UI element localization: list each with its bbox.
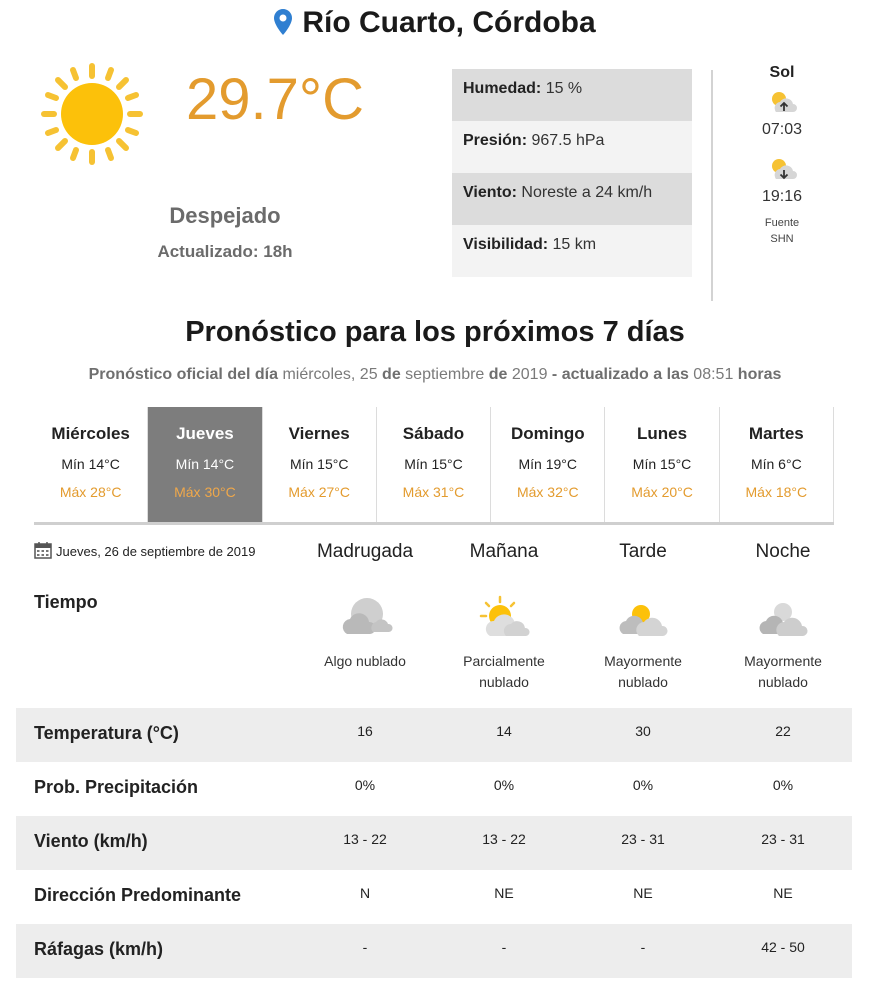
row-viento: Viento (km/h) 13 - 22 13 - 22 23 - 31 23 - 31 — [16, 816, 852, 870]
row-temperatura: Temperatura (°C) 16 14 30 22 — [16, 708, 852, 762]
day-tab-jueves[interactable]: Jueves Mín 14°C Máx 30°C — [148, 407, 262, 522]
source-label: Fuente — [764, 217, 800, 229]
day-tab-lunes[interactable]: Lunes Mín 15°C Máx 20°C — [605, 407, 719, 522]
location-name: Río Cuarto, Córdoba — [302, 6, 596, 39]
weather-row-label: Tiempo — [34, 592, 98, 612]
sun-icon — [40, 62, 144, 171]
sun-panel — [742, 64, 822, 247]
period-madrugada: Madrugada — [316, 541, 414, 562]
day-tab-domingo[interactable]: Domingo Mín 19°C Máx 32°C — [491, 407, 605, 522]
weather-noche: Mayormente nublado — [713, 594, 853, 693]
row-direccion: Dirección Predominante N NE NE NE — [34, 885, 793, 905]
source-name: SHN — [770, 233, 794, 245]
stat-humidity: Humedad: 15 % — [452, 69, 692, 121]
day-tab-martes[interactable]: Martes Mín 6°C Máx 18°C — [720, 407, 834, 522]
day-tab-viernes[interactable]: Viernes Mín 15°C Máx 27°C — [263, 407, 377, 522]
weather-madrugada: Algo nublado — [295, 594, 435, 672]
location-pin-icon — [274, 9, 292, 43]
row-precipitacion: Prob. Precipitación 0% 0% 0% 0% — [34, 777, 794, 797]
calendar-icon — [34, 541, 52, 562]
sunrise-time: 07:03 — [761, 121, 803, 138]
weather-manana: Parcialmente nublado — [434, 594, 574, 693]
weather-tarde: Mayormente nublado — [573, 594, 713, 693]
detail-date: Jueves, 26 de septiembre de 2019 — [34, 541, 255, 562]
stat-wind: Viento: Noreste a 24 km/h — [452, 173, 692, 225]
forecast-subtitle: Pronóstico oficial del día miércoles, 25 de septiembre de 2019 - actualizado a las 08:51 horas — [88, 366, 782, 383]
sunset-time: 19:16 — [761, 188, 803, 205]
divider — [711, 70, 713, 301]
sunset-icon — [742, 155, 822, 188]
stat-visibility: Visibilidad: 15 km — [452, 225, 692, 277]
day-tabs — [34, 407, 834, 525]
updated-time: Actualizado: 18h — [157, 242, 293, 261]
cloudy-night-icon — [295, 594, 435, 645]
period-manana: Mañana — [469, 541, 539, 562]
current-temperature: 29.7°C — [186, 67, 364, 132]
sunrise-icon — [742, 88, 822, 121]
mostly-cloudy-night-icon — [713, 594, 853, 645]
mostly-cloudy-icon — [573, 594, 713, 645]
day-tab-sabado[interactable]: Sábado Mín 15°C Máx 31°C — [377, 407, 491, 522]
sun-title: Sol — [769, 64, 795, 81]
stats-panel — [452, 69, 692, 277]
day-tab-miercoles[interactable]: Miércoles Mín 14°C Máx 28°C — [34, 407, 148, 522]
current-condition: Despejado — [169, 203, 281, 228]
stat-pressure: Presión: 967.5 hPa — [452, 121, 692, 173]
period-tarde: Tarde — [619, 541, 667, 562]
forecast-title: Pronóstico para los próximos 7 días — [185, 316, 685, 348]
period-noche: Noche — [755, 541, 811, 562]
partly-cloudy-icon — [434, 594, 574, 645]
row-rafagas: Ráfagas (km/h) - - - 42 - 50 — [16, 924, 852, 978]
location-title — [0, 6, 870, 43]
